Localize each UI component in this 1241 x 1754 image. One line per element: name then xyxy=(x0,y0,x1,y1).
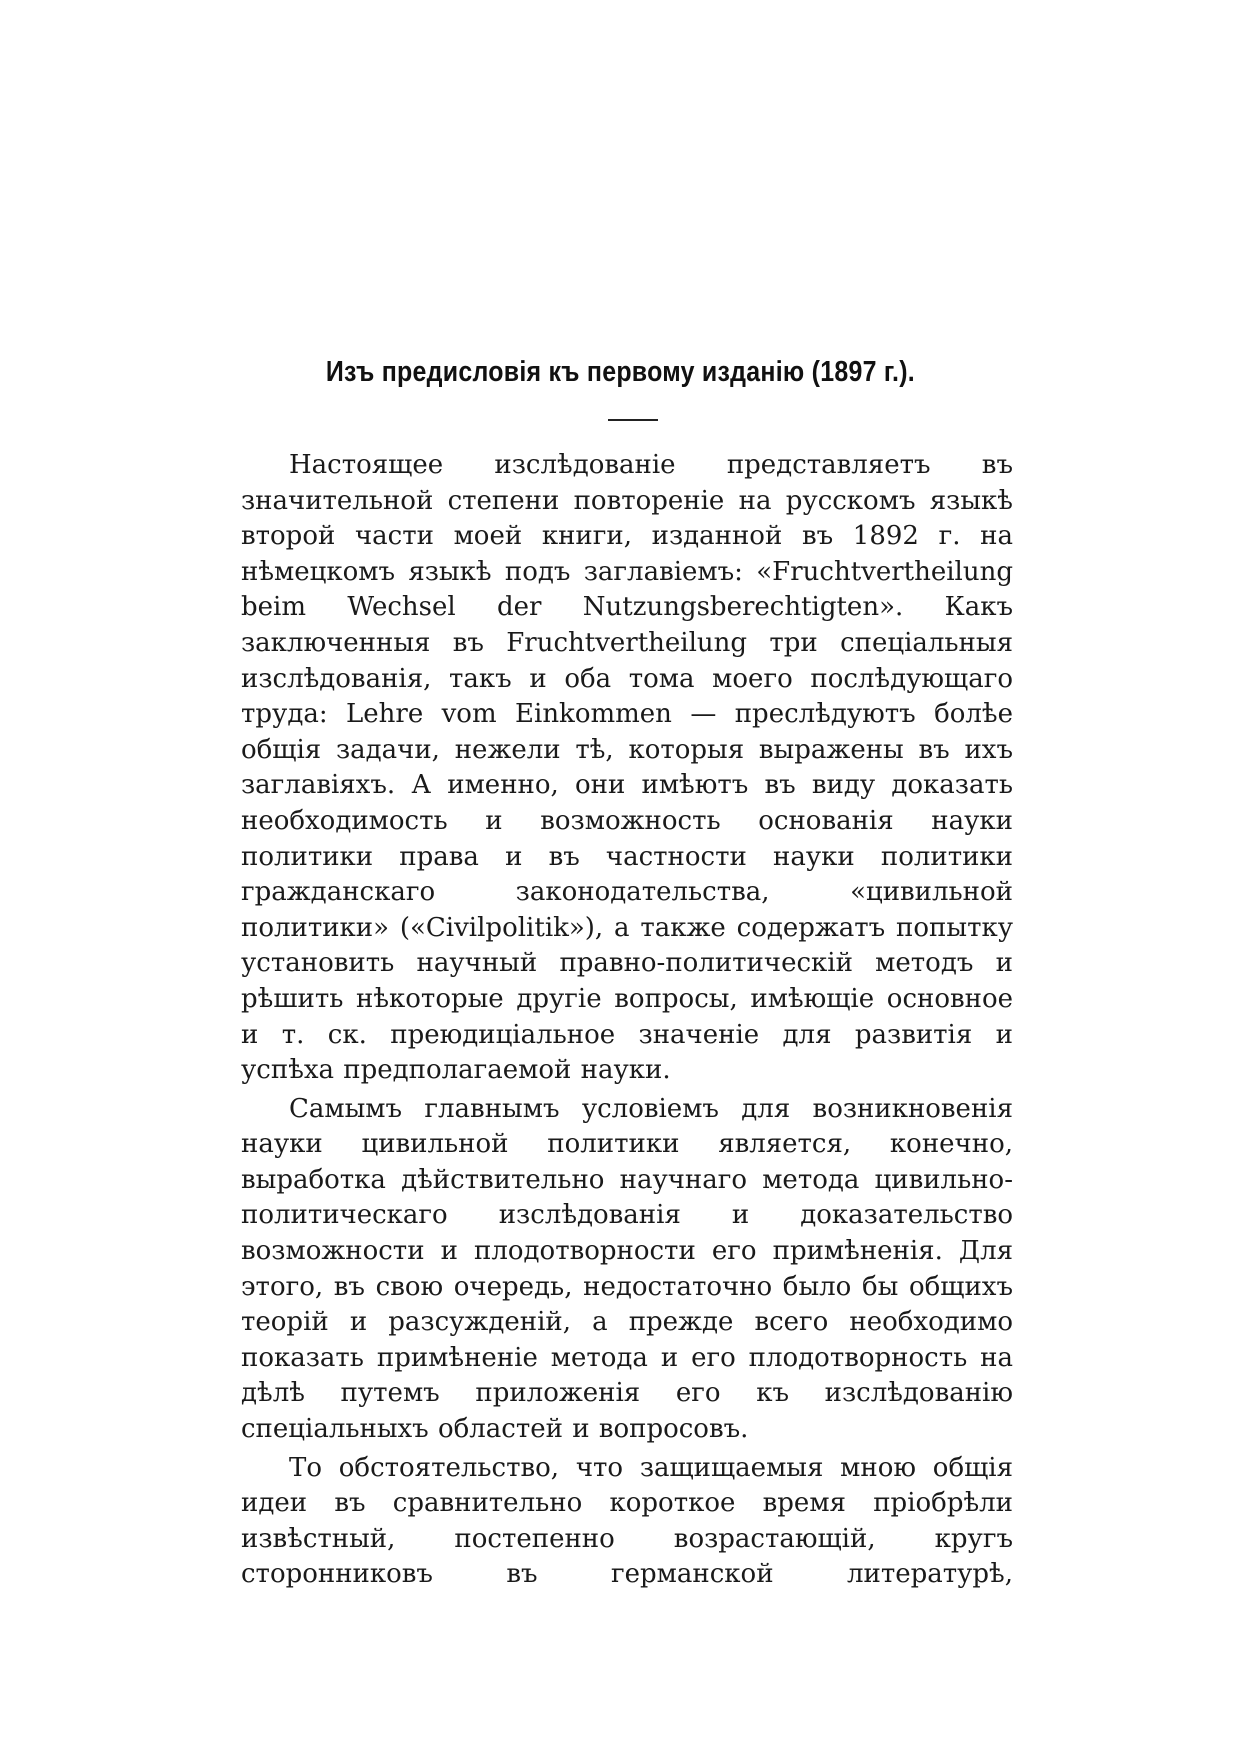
body-text xyxy=(241,448,1013,1596)
paragraph: То обстоятельство, что защищаемыя мною общія идеи въ сравнительно короткое время пріобрѣли извѣстный, постепенно возрастающій, кругъ сторонниковъ въ германской литературѣ, xyxy=(241,1452,1013,1590)
paragraph: Настоящее изслѣдованіе представляетъ въ значительной степени повтореніе на русскомъ языкѣ второй части моей книги, изданной въ 1892 г. на нѣмецкомъ языкѣ подъ заглавіемъ: «Fruchtvertheilung beim Wechsel der Nutzungsberechtigten». Какъ заключенныя въ Fruchtvertheilung три спеціальныя изслѣдованія, такъ и оба тома моего послѣдующаго труда: Lehre vom Einkommen — преслѣдуютъ болѣе общія задачи, нежели тѣ, которыя выражены въ ихъ заглавіяхъ. А именно, они имѣютъ въ виду доказать необходимость и возможность основанія науки политики права и въ частности науки политики гражданскаго законодательства, «цивильной политики» («Civilpolitik»), а также содержатъ попытку установить научный правно-политическій методъ и рѣшить нѣкоторые другіе вопросы, имѣющіе основное и т. ск. преюдиціальное значеніе для развитія и успѣха предполагаемой науки. xyxy=(241,450,1013,1086)
section-heading: Изъ предисловія къ первому изданію (1897 г.). xyxy=(325,356,915,388)
heading-divider xyxy=(608,419,658,421)
paragraph: Самымъ главнымъ условіемъ для возникновенія науки цивильной политики является, конечно, выработка дѣйствительно научнаго метода цивильно-политическаго изслѣдованія и доказательство возможности и плодотворности его примѣненія. Для этого, въ свою очередь, недостаточно было бы общихъ теорій и разсужденій, а прежде всего необходимо показать примѣненіе метода и его плодотворность на дѣлѣ путемъ приложенія его къ изслѣдованію спеціальныхъ областей и вопросовъ. xyxy=(241,1093,1013,1445)
